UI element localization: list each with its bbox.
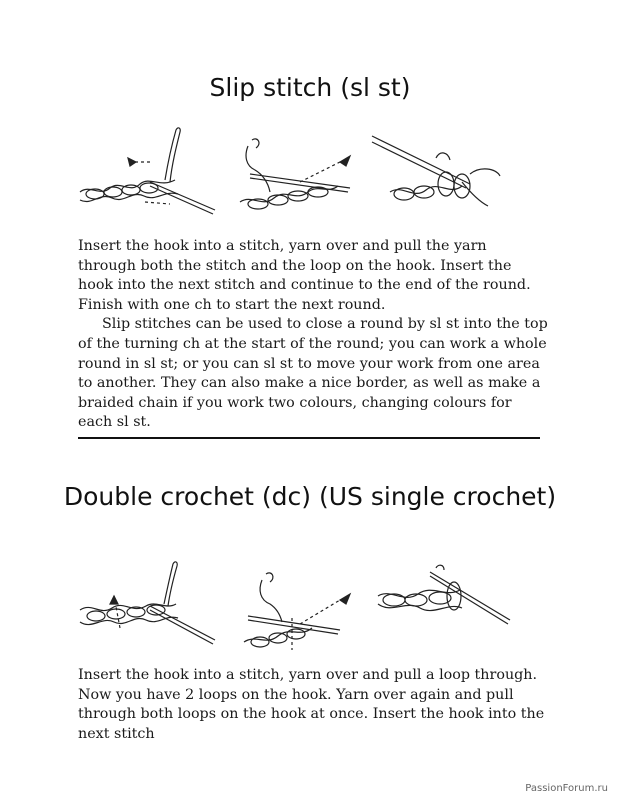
double-crochet-paragraph-1: Insert the hook into a stitch, yarn over and pull a loop through. Now you have 2 loops on the hook. Yarn over again and pull through both loops on the hook at once. Insert the hook into the next stitch: [78, 667, 545, 742]
section-title-slip-stitch: Slip stitch (sl st): [209, 73, 411, 102]
slip-stitch-step-3-illustration: [372, 136, 500, 206]
double-crochet-step-3-illustration: [378, 565, 510, 624]
double-crochet-illustrations: [0, 560, 618, 655]
double-crochet-step-2-illustration: [244, 573, 350, 650]
section-title-double-crochet: Double crochet (dc) (US single crochet): [63, 482, 557, 511]
slip-stitch-paragraph-2: Slip stitches can be used to close a round by sl st into the top of the turning ch at the start of the round; you can work a whole round in sl st; or you can sl st to move your work from one area to another. They can also make a nice border, as well as make a braided chain if you work two colours, changing colours for each sl st.: [78, 316, 548, 431]
slip-stitch-step-1-illustration: [80, 128, 215, 214]
double-crochet-description: [78, 666, 548, 744]
watermark: PassionForum.ru: [525, 783, 608, 794]
double-crochet-step-1-illustration: [80, 562, 215, 644]
slip-stitch-paragraph-1: Insert the hook into a stitch, yarn over and pull the yarn through both the stitch and the loop on the hook. Insert the hook into the next stitch and continue to the end of the round. Finish with one ch to start the next round.: [78, 238, 531, 313]
slip-stitch-illustrations: [0, 122, 618, 222]
slip-stitch-description: [78, 237, 548, 433]
slip-stitch-step-2-illustration: [240, 139, 350, 209]
section-divider: [78, 437, 540, 439]
